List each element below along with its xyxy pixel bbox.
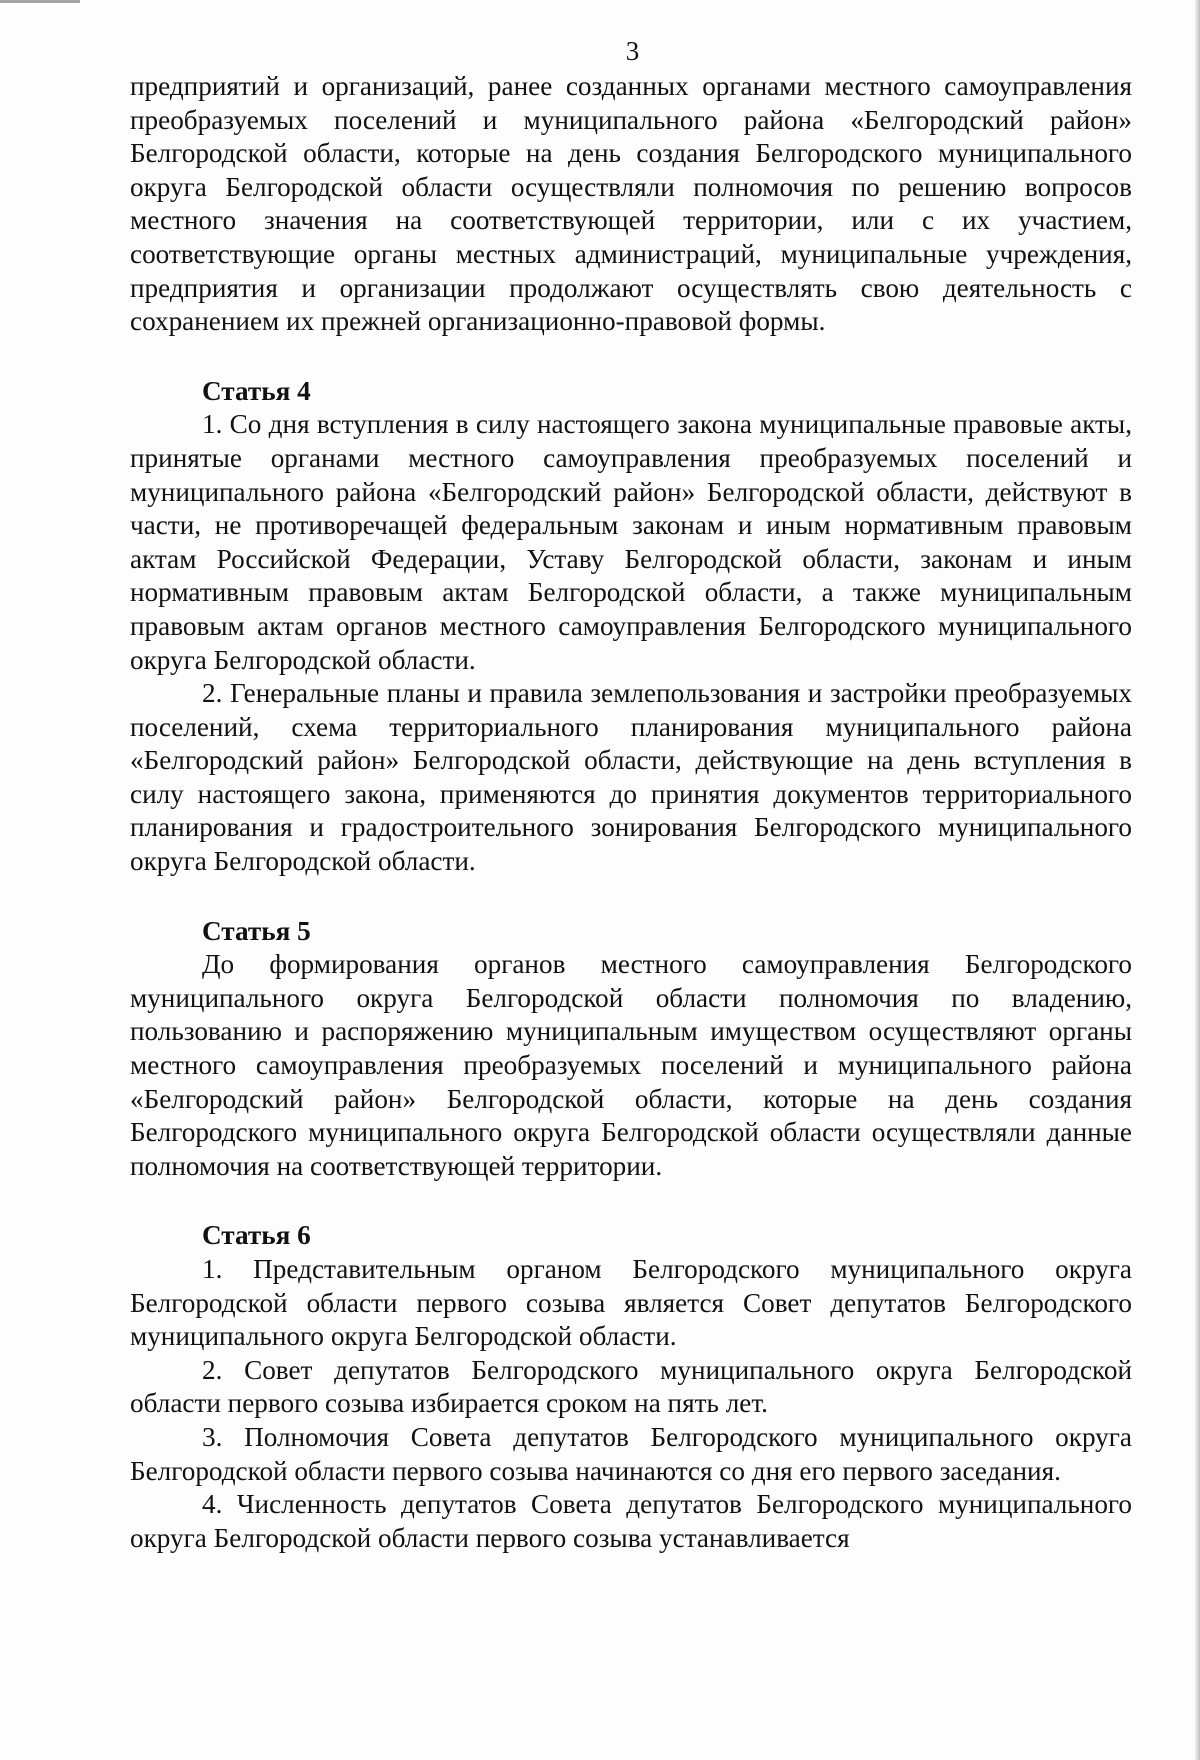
article-heading: Статья 6 bbox=[202, 1220, 311, 1251]
scan-edge-shadow bbox=[1194, 0, 1200, 1760]
article-paragraph: 4. Численность депутатов Совета депутатов Белгородского муниципального округа Белгородской области первого созыва устанавливается bbox=[130, 1489, 1132, 1553]
article-paragraph: 2. Совет депутатов Белгородского муниципального округа Белгородской области первого созыва избирается сроком на пять лет. bbox=[130, 1354, 1132, 1419]
article-heading: Статья 5 bbox=[202, 915, 311, 946]
page-number: 3 bbox=[625, 36, 640, 66]
article-paragraph: 1. Представительным органом Белгородского муниципального округа Белгородской области первого созыва является Совет депутатов Белгородского муниципального округа Белгородской области. bbox=[130, 1254, 1132, 1352]
article-4 bbox=[130, 375, 1132, 879]
article-paragraph: 1. Со дня вступления в силу настоящего закона муниципальные правовые акты, принятые органами местного самоуправления преобразуемых поселений и муниципального района «Белгородский район» Белгородской области, действуют в части, не противоречащей федеральным законам и иным нормативным правовым актам Российской Федерации, Уставу Белгородской области, законам и иным нормативным правовым актам Белгородской области, а также муниципальным правовым актам органов местного самоуправления Белгородского муниципального округа Белгородской области. bbox=[130, 409, 1132, 675]
article-paragraph: До формирования органов местного самоуправления Белгородского муниципального округа Белгородской области полномочия по владению, пользованию и распоряжению муниципальным имуществом осуществляют органы местного самоуправления преобразуемых поселений и муниципального района «Белгородский район» Белгородской области, которые на день создания Белгородского муниципального округа Белгородской области осуществляли данные полномочия на соответствующей территории. bbox=[130, 949, 1132, 1181]
article-5 bbox=[130, 915, 1132, 1184]
article-paragraph: 3. Полномочия Совета депутатов Белгородского муниципального округа Белгородской области первого созыва начинаются со дня его первого заседания. bbox=[130, 1421, 1132, 1486]
document-body bbox=[130, 70, 1132, 1555]
article-6 bbox=[130, 1219, 1132, 1555]
article-paragraph: 2. Генеральные планы и правила землепользования и застройки преобразуемых поселений, схема территориального планирования муниципального района «Белгородский район» Белгородской области, действующие на день вступления в силу настоящего закона, применяются до принятия документов территориального планирования и градостроительного зонирования Белгородского муниципального округа Белгородской области. bbox=[130, 678, 1132, 877]
article-heading: Статья 4 bbox=[202, 375, 311, 406]
intro-paragraph: предприятий и организаций, ранее созданных органами местного самоуправления преобразуемых поселений и муниципального района «Белгородский район» Белгородской области, которые на день создания Белгородского муниципального округа Белгородской области осуществляли полномочия по решению вопросов местного значения на соответствующей территории, или с их участием, соответствующие органы местных администраций, муниципальные учреждения, предприятия и организации продолжают осуществлять свою деятельность с сохранением их прежней организационно-правовой формы. bbox=[130, 71, 1132, 337]
scan-artifact bbox=[0, 0, 80, 3]
